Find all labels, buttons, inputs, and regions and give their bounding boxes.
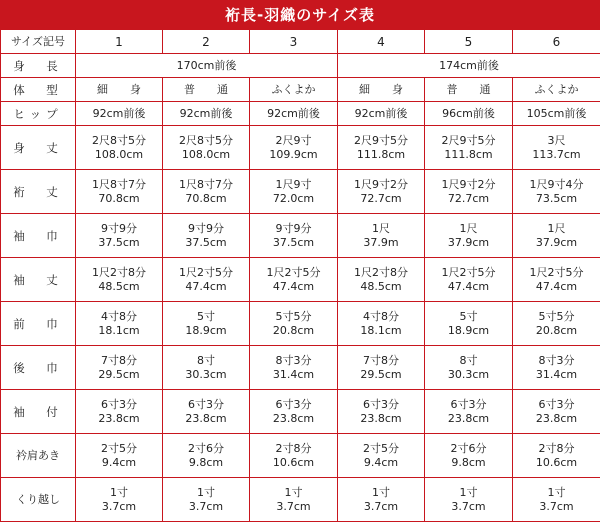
shaku-value: 6寸3分	[188, 397, 224, 411]
shaku-value: 1尺8寸7分	[92, 177, 146, 191]
measurement-cell	[513, 170, 600, 214]
size-table	[0, 29, 600, 522]
row-label: 裄 丈	[1, 170, 76, 214]
size-code-row	[1, 30, 600, 54]
cm-value: 23.8cm	[272, 411, 315, 425]
shaku-value: 1尺	[372, 221, 390, 235]
shaku-value: 2尺8寸5分	[179, 133, 233, 147]
cm-value: 37.9cm	[447, 235, 490, 249]
measurement-cell	[425, 302, 513, 346]
cm-value: 18.1cm	[360, 323, 402, 337]
cm-value: 48.5cm	[98, 279, 140, 293]
measurement-cell	[163, 390, 250, 434]
shaku-value: 1寸	[110, 485, 128, 499]
cm-value: 47.4cm	[185, 279, 227, 293]
height-group-1: 170cm前後	[76, 54, 338, 78]
measurement-cell	[338, 170, 425, 214]
shaku-value: 9寸9分	[275, 221, 312, 235]
shaku-value: 1寸	[459, 485, 478, 499]
cm-value: 3.7cm	[276, 499, 311, 513]
body-type-row	[1, 78, 600, 102]
cm-value: 18.9cm	[185, 323, 227, 337]
cm-value: 18.9cm	[447, 323, 490, 337]
body-type-cell: 普 通	[425, 78, 513, 102]
row-label: 衿肩あき	[1, 434, 76, 478]
row-label: 後 巾	[1, 346, 76, 390]
body-type-cell: 細 身	[76, 78, 163, 102]
shaku-value: 1尺2寸8分	[354, 265, 408, 279]
measurement-row	[1, 346, 600, 390]
body-type-cell: ふくよか	[250, 78, 338, 102]
shaku-value: 2尺9寸5分	[441, 133, 496, 147]
measurement-cell	[250, 258, 338, 302]
measurement-row	[1, 390, 600, 434]
measurement-cell	[250, 390, 338, 434]
shaku-value: 1尺	[459, 221, 478, 235]
cm-value: 48.5cm	[360, 279, 402, 293]
measurement-row	[1, 126, 600, 170]
measurement-cell	[76, 258, 163, 302]
cm-value: 73.5cm	[535, 191, 578, 205]
shaku-value: 6寸3分	[363, 397, 399, 411]
measurement-cell	[163, 346, 250, 390]
measurement-cell	[250, 214, 338, 258]
shaku-value: 5寸5分	[275, 309, 312, 323]
cm-value: 9.4cm	[101, 455, 137, 469]
shaku-value: 1尺2寸5分	[266, 265, 321, 279]
size-code-2: 2	[163, 30, 250, 54]
cm-value: 23.8cm	[185, 411, 227, 425]
hip-cell: 105cm前後	[513, 102, 600, 126]
hip-cell: 92cm前後	[76, 102, 163, 126]
cm-value: 29.5cm	[360, 367, 402, 381]
measurement-row	[1, 478, 600, 522]
cm-value: 23.8cm	[98, 411, 140, 425]
cm-value: 37.9m	[363, 235, 399, 249]
shaku-value: 4寸8分	[363, 309, 399, 323]
cm-value: 9.8cm	[451, 455, 486, 469]
shaku-value: 1尺2寸5分	[529, 265, 584, 279]
cm-value: 3.7cm	[539, 499, 574, 513]
shaku-value: 1尺2寸8分	[92, 265, 146, 279]
cm-value: 9.4cm	[363, 455, 399, 469]
shaku-value: 2尺8寸5分	[92, 133, 146, 147]
size-code-label: サイズ記号	[1, 30, 76, 54]
measurement-cell	[338, 390, 425, 434]
cm-value: 37.5cm	[98, 235, 140, 249]
shaku-value: 5寸	[459, 309, 478, 323]
measurement-cell	[338, 434, 425, 478]
cm-value: 111.8cm	[444, 147, 493, 161]
body-type-cell: 細 身	[338, 78, 425, 102]
measurement-cell	[513, 302, 600, 346]
size-code-1: 1	[76, 30, 163, 54]
cm-value: 37.5cm	[272, 235, 315, 249]
shaku-value: 9寸9分	[101, 221, 137, 235]
shaku-value: 2寸5分	[101, 441, 137, 455]
cm-value: 108.0cm	[181, 147, 231, 161]
cm-value: 18.1cm	[98, 323, 140, 337]
measurement-cell	[163, 434, 250, 478]
shaku-value: 4寸8分	[101, 309, 137, 323]
cm-value: 37.9cm	[535, 235, 578, 249]
measurement-cell	[76, 126, 163, 170]
cm-value: 70.8cm	[185, 191, 227, 205]
cm-value: 3.7cm	[451, 499, 486, 513]
shaku-value: 8寸	[459, 353, 478, 367]
cm-value: 72.7cm	[447, 191, 490, 205]
cm-value: 30.3cm	[185, 367, 227, 381]
cm-value: 47.4cm	[447, 279, 490, 293]
cm-value: 108.0cm	[94, 147, 144, 161]
measurement-cell	[163, 258, 250, 302]
cm-value: 31.4cm	[535, 367, 578, 381]
measurement-cell	[425, 258, 513, 302]
measurement-cell	[425, 346, 513, 390]
cm-value: 9.8cm	[188, 455, 224, 469]
cm-value: 111.8cm	[356, 147, 406, 161]
cm-value: 70.8cm	[98, 191, 140, 205]
shaku-value: 6寸3分	[101, 397, 137, 411]
measurement-cell	[338, 258, 425, 302]
size-code-5: 5	[425, 30, 513, 54]
shaku-value: 1尺2寸5分	[441, 265, 496, 279]
measurement-cell	[250, 434, 338, 478]
shaku-value: 1寸	[197, 485, 215, 499]
cm-value: 23.8cm	[535, 411, 578, 425]
measurement-cell	[163, 214, 250, 258]
shaku-value: 8寸	[197, 353, 215, 367]
height-row	[1, 54, 600, 78]
cm-value: 20.8cm	[272, 323, 315, 337]
measurement-cell	[513, 258, 600, 302]
measurement-cell	[76, 478, 163, 522]
cm-value: 109.9cm	[269, 147, 318, 161]
cm-value: 31.4cm	[272, 367, 315, 381]
cm-value: 72.7cm	[360, 191, 402, 205]
height-label: 身 長	[1, 54, 76, 78]
shaku-value: 1尺	[547, 221, 566, 235]
chart-title: 裄長-羽織のサイズ表	[0, 0, 600, 29]
measurement-cell	[425, 126, 513, 170]
shaku-value: 7寸8分	[363, 353, 399, 367]
measurement-cell	[425, 214, 513, 258]
shaku-value: 2尺9寸5分	[354, 133, 408, 147]
measurement-cell	[76, 390, 163, 434]
measurement-cell	[425, 390, 513, 434]
shaku-value: 5寸5分	[538, 309, 575, 323]
cm-value: 3.7cm	[101, 499, 137, 513]
measurement-cell	[513, 346, 600, 390]
shaku-value: 2寸8分	[275, 441, 312, 455]
measurement-cell	[163, 478, 250, 522]
measurement-cell	[338, 214, 425, 258]
shaku-value: 1尺9寸	[275, 177, 312, 191]
row-label: 袖 丈	[1, 258, 76, 302]
shaku-value: 2尺9寸	[275, 133, 312, 147]
row-label: 袖 巾	[1, 214, 76, 258]
shaku-value: 1尺8寸7分	[179, 177, 233, 191]
measurement-cell	[163, 126, 250, 170]
cm-value: 10.6cm	[535, 455, 578, 469]
body-type-label: 体 型	[1, 78, 76, 102]
measurement-cell	[76, 214, 163, 258]
row-label: 前 巾	[1, 302, 76, 346]
measurement-cell	[250, 478, 338, 522]
measurement-cell	[76, 346, 163, 390]
shaku-value: 1尺9寸4分	[529, 177, 584, 191]
measurement-cell	[513, 126, 600, 170]
shaku-value: 1尺2寸5分	[179, 265, 233, 279]
measurement-cell	[425, 478, 513, 522]
shaku-value: 2寸8分	[538, 441, 575, 455]
measurement-row	[1, 214, 600, 258]
row-label: 袖 付	[1, 390, 76, 434]
size-code-3: 3	[250, 30, 338, 54]
shaku-value: 7寸8分	[101, 353, 137, 367]
measurement-cell	[76, 434, 163, 478]
shaku-value: 2寸6分	[450, 441, 487, 455]
body-type-cell: ふくよか	[513, 78, 600, 102]
hip-cell: 92cm前後	[338, 102, 425, 126]
cm-value: 3.7cm	[188, 499, 224, 513]
cm-value: 23.8cm	[360, 411, 402, 425]
cm-value: 29.5cm	[98, 367, 140, 381]
measurement-cell	[338, 478, 425, 522]
measurement-cell	[250, 126, 338, 170]
measurement-row	[1, 258, 600, 302]
measurement-row	[1, 302, 600, 346]
cm-value: 3.7cm	[363, 499, 399, 513]
shaku-value: 6寸3分	[275, 397, 312, 411]
body-type-cell: 普 通	[163, 78, 250, 102]
shaku-value: 1尺9寸2分	[354, 177, 408, 191]
hip-cell: 92cm前後	[163, 102, 250, 126]
cm-value: 20.8cm	[535, 323, 578, 337]
cm-value: 10.6cm	[272, 455, 315, 469]
hip-label: ヒップ	[1, 102, 76, 126]
measurement-cell	[163, 302, 250, 346]
shaku-value: 8寸3分	[538, 353, 575, 367]
shaku-value: 6寸3分	[538, 397, 575, 411]
shaku-value: 2寸6分	[188, 441, 224, 455]
cm-value: 72.0cm	[272, 191, 315, 205]
height-group-2: 174cm前後	[338, 54, 600, 78]
measurement-rows	[1, 126, 600, 522]
size-code-6: 6	[513, 30, 600, 54]
measurement-row	[1, 170, 600, 214]
measurement-cell	[513, 390, 600, 434]
cm-value: 47.4cm	[535, 279, 578, 293]
cm-value: 113.7cm	[532, 147, 581, 161]
measurement-cell	[76, 302, 163, 346]
shaku-value: 1寸	[284, 485, 303, 499]
size-code-4: 4	[338, 30, 425, 54]
cm-value: 23.8cm	[447, 411, 490, 425]
row-label: くり越し	[1, 478, 76, 522]
measurement-cell	[250, 302, 338, 346]
shaku-value: 1尺9寸2分	[441, 177, 496, 191]
measurement-cell	[338, 302, 425, 346]
cm-value: 47.4cm	[272, 279, 315, 293]
shaku-value: 2寸5分	[363, 441, 399, 455]
cm-value: 37.5cm	[185, 235, 227, 249]
row-label: 身 丈	[1, 126, 76, 170]
measurement-cell	[425, 434, 513, 478]
shaku-value: 9寸9分	[188, 221, 224, 235]
shaku-value: 6寸3分	[450, 397, 487, 411]
measurement-cell	[513, 214, 600, 258]
shaku-value: 1寸	[372, 485, 390, 499]
measurement-cell	[513, 434, 600, 478]
cm-value: 30.3cm	[447, 367, 490, 381]
measurement-cell	[163, 170, 250, 214]
shaku-value: 1寸	[547, 485, 566, 499]
hip-cell: 92cm前後	[250, 102, 338, 126]
measurement-row	[1, 434, 600, 478]
measurement-cell	[76, 170, 163, 214]
shaku-value: 5寸	[197, 309, 215, 323]
measurement-cell	[425, 170, 513, 214]
shaku-value: 3尺	[547, 133, 566, 147]
hip-row	[1, 102, 600, 126]
measurement-cell	[250, 346, 338, 390]
measurement-cell	[338, 346, 425, 390]
shaku-value: 8寸3分	[275, 353, 312, 367]
hip-cell: 96cm前後	[425, 102, 513, 126]
measurement-cell	[513, 478, 600, 522]
measurement-cell	[338, 126, 425, 170]
measurement-cell	[250, 170, 338, 214]
